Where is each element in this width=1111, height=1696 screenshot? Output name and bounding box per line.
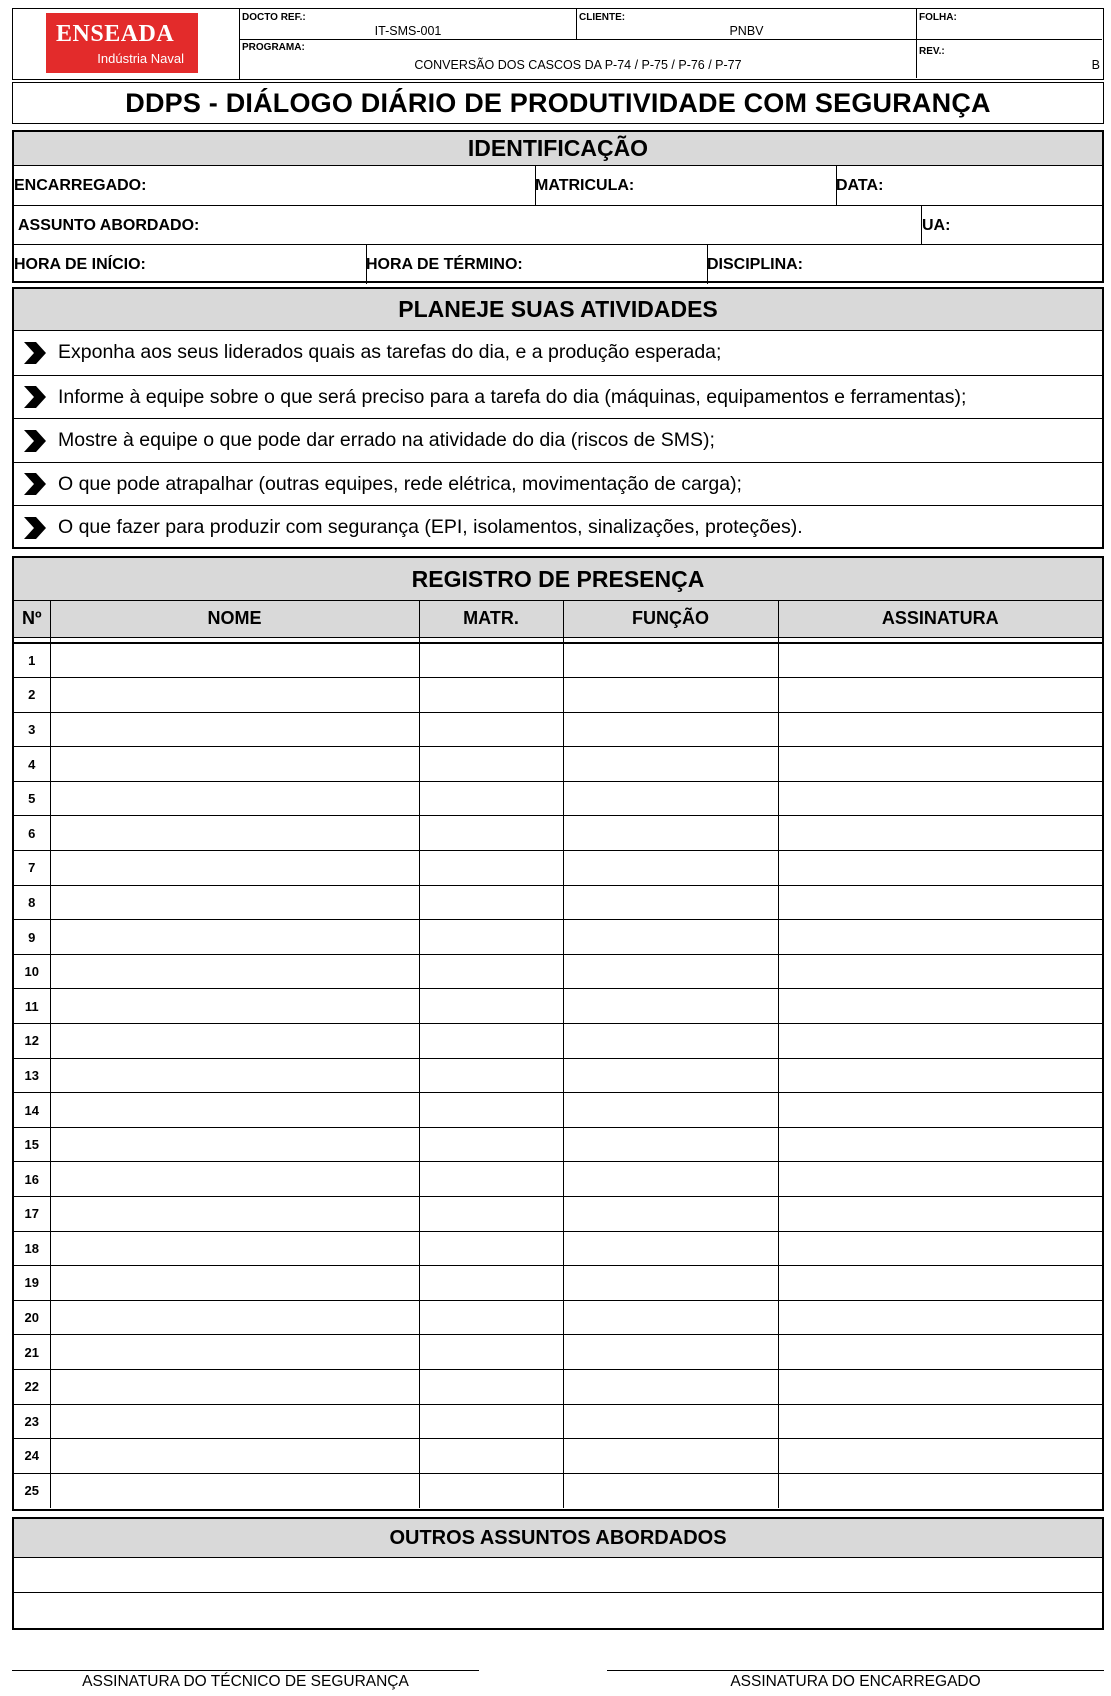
funcao-cell[interactable] xyxy=(563,920,778,955)
assinatura-cell[interactable] xyxy=(778,1024,1102,1059)
table-header-row xyxy=(14,601,1102,637)
nome-cell[interactable] xyxy=(50,920,419,955)
funcao-cell[interactable] xyxy=(563,678,778,713)
assinatura-cell[interactable] xyxy=(778,1093,1102,1128)
docto-ref-value: IT-SMS-001 xyxy=(374,24,442,38)
table-row xyxy=(14,885,1102,920)
nome-cell[interactable] xyxy=(50,1093,419,1128)
row-number: 15 xyxy=(14,1127,50,1162)
data-field[interactable]: DATA: xyxy=(836,176,884,194)
nome-cell[interactable] xyxy=(50,1266,419,1301)
matr-cell[interactable] xyxy=(419,1473,563,1508)
matr-cell[interactable] xyxy=(419,1439,563,1474)
row-number: 13 xyxy=(14,1058,50,1093)
nome-cell[interactable] xyxy=(50,885,419,920)
funcao-cell[interactable] xyxy=(563,885,778,920)
row-number: 24 xyxy=(14,1439,50,1474)
funcao-cell[interactable] xyxy=(563,851,778,886)
row-number: 3 xyxy=(14,712,50,747)
planeje-item-text: Exponha aos seus liderados quais as tarefas do dia, e a produção esperada; xyxy=(58,341,722,364)
planeje-item-text: O que fazer para produzir com segurança (EPI, isolamentos, sinalizações, proteções). xyxy=(58,516,803,539)
funcao-cell[interactable] xyxy=(563,1439,778,1474)
nome-cell[interactable] xyxy=(50,643,419,678)
table-row xyxy=(14,1473,1102,1508)
matricula-field[interactable]: MATRICULA: xyxy=(533,166,837,205)
funcao-cell[interactable] xyxy=(563,1266,778,1301)
table-row xyxy=(14,1369,1102,1404)
nome-cell[interactable] xyxy=(50,989,419,1024)
row-number: 20 xyxy=(14,1300,50,1335)
planeje-item xyxy=(14,331,1102,375)
table-row xyxy=(14,1162,1102,1197)
docto-ref-label: DOCTO REF.: xyxy=(242,12,306,23)
matr-cell[interactable] xyxy=(419,781,563,816)
table-row xyxy=(14,747,1102,782)
row-number: 4 xyxy=(14,747,50,782)
assinatura-cell[interactable] xyxy=(778,643,1102,678)
nome-cell[interactable] xyxy=(50,1404,419,1439)
arrow-icon xyxy=(24,473,46,495)
nome-cell[interactable] xyxy=(50,1231,419,1266)
table-row xyxy=(14,643,1102,678)
row-number: 7 xyxy=(14,851,50,886)
col-header-funcao: FUNÇÃO xyxy=(563,601,778,637)
funcao-cell[interactable] xyxy=(563,1197,778,1232)
arrow-icon xyxy=(24,342,46,364)
assinatura-cell[interactable] xyxy=(778,1404,1102,1439)
funcao-cell[interactable] xyxy=(563,1058,778,1093)
nome-cell[interactable] xyxy=(50,1300,419,1335)
matr-cell[interactable] xyxy=(419,1127,563,1162)
funcao-cell[interactable] xyxy=(563,1473,778,1508)
nome-cell[interactable] xyxy=(50,1162,419,1197)
outros-line[interactable] xyxy=(14,1594,1102,1628)
registro-heading: REGISTRO DE PRESENÇA xyxy=(14,558,1102,601)
funcao-cell[interactable] xyxy=(563,1404,778,1439)
table-row xyxy=(14,1197,1102,1232)
assinatura-cell[interactable] xyxy=(778,1197,1102,1232)
table-row xyxy=(14,920,1102,955)
row-number: 21 xyxy=(14,1335,50,1370)
assinatura-cell[interactable] xyxy=(778,954,1102,989)
outros-line[interactable] xyxy=(14,1558,1102,1593)
col-header-matr: MATR. xyxy=(419,601,563,637)
table-row xyxy=(14,1093,1102,1128)
funcao-cell[interactable] xyxy=(563,712,778,747)
row-number: 16 xyxy=(14,1162,50,1197)
matr-cell[interactable] xyxy=(419,1197,563,1232)
document-title: DDPS - DIÁLOGO DIÁRIO DE PRODUTIVIDADE COM SEGURANÇA xyxy=(12,82,1104,124)
signature-tecnico[interactable]: ASSINATURA DO TÉCNICO DE SEGURANÇA xyxy=(12,1670,479,1691)
nome-cell[interactable] xyxy=(50,678,419,713)
arrow-icon xyxy=(24,430,46,452)
table-row xyxy=(14,1335,1102,1370)
planeje-item-text: Mostre à equipe o que pode dar errado na atividade do dia (riscos de SMS); xyxy=(58,429,715,452)
docto-ref-cell xyxy=(240,9,577,40)
nome-cell[interactable] xyxy=(50,781,419,816)
logo-brand: ENSEADA xyxy=(56,21,175,47)
nome-cell[interactable] xyxy=(50,851,419,886)
col-header-num: Nº xyxy=(14,601,50,637)
assinatura-cell[interactable] xyxy=(778,781,1102,816)
assinatura-cell[interactable] xyxy=(778,1058,1102,1093)
matr-cell[interactable] xyxy=(419,1024,563,1059)
row-number: 14 xyxy=(14,1093,50,1128)
assinatura-cell[interactable] xyxy=(778,1369,1102,1404)
planeje-item-text: Informe à equipe sobre o que será preciso para a tarefa do dia (máquinas, equipamentos e ferramentas); xyxy=(58,385,967,408)
row-number: 19 xyxy=(14,1266,50,1301)
row-number: 25 xyxy=(14,1473,50,1508)
row-number: 9 xyxy=(14,920,50,955)
nome-cell[interactable] xyxy=(50,1335,419,1370)
funcao-cell[interactable] xyxy=(563,816,778,851)
folha-cell xyxy=(917,9,1102,40)
attendance-table-wrap xyxy=(14,601,1102,1508)
cliente-cell xyxy=(577,9,917,40)
assinatura-cell[interactable] xyxy=(778,816,1102,851)
assinatura-cell[interactable] xyxy=(778,1231,1102,1266)
funcao-cell[interactable] xyxy=(563,1335,778,1370)
planeje-item xyxy=(14,375,1102,420)
document-header xyxy=(12,8,1104,80)
assinatura-cell[interactable] xyxy=(778,1127,1102,1162)
assinatura-cell[interactable] xyxy=(778,747,1102,782)
matr-cell[interactable] xyxy=(419,851,563,886)
funcao-cell[interactable] xyxy=(563,989,778,1024)
table-row xyxy=(14,678,1102,713)
table-row xyxy=(14,816,1102,851)
matr-cell[interactable] xyxy=(419,1404,563,1439)
assinatura-cell[interactable] xyxy=(778,1300,1102,1335)
nome-cell[interactable] xyxy=(50,1369,419,1404)
attendance-table xyxy=(14,601,1102,1508)
nome-cell[interactable] xyxy=(50,1127,419,1162)
nome-cell[interactable] xyxy=(50,1439,419,1474)
outros-section xyxy=(12,1517,1104,1630)
funcao-cell[interactable] xyxy=(563,1300,778,1335)
matr-cell[interactable] xyxy=(419,1300,563,1335)
assinatura-cell[interactable] xyxy=(778,1473,1102,1508)
table-row xyxy=(14,1127,1102,1162)
matr-cell[interactable] xyxy=(419,954,563,989)
nome-cell[interactable] xyxy=(50,1197,419,1232)
funcao-cell[interactable] xyxy=(563,781,778,816)
table-row xyxy=(14,1404,1102,1439)
rev-value: B xyxy=(1091,58,1100,72)
matr-cell[interactable] xyxy=(419,1093,563,1128)
table-row xyxy=(14,954,1102,989)
assinatura-cell[interactable] xyxy=(778,712,1102,747)
arrow-icon xyxy=(24,386,46,408)
matr-cell[interactable] xyxy=(419,885,563,920)
ident-row-3 xyxy=(14,244,1102,284)
table-row xyxy=(14,781,1102,816)
matr-cell[interactable] xyxy=(419,747,563,782)
assinatura-cell[interactable] xyxy=(778,920,1102,955)
folha-label: FOLHA: xyxy=(919,12,957,23)
row-number: 6 xyxy=(14,816,50,851)
row-number: 12 xyxy=(14,1024,50,1059)
signature-encarregado[interactable]: ASSINATURA DO ENCARREGADO xyxy=(607,1670,1104,1691)
ua-field[interactable]: UA: xyxy=(922,216,951,234)
funcao-cell[interactable] xyxy=(563,643,778,678)
row-number: 1 xyxy=(14,643,50,678)
matr-cell[interactable] xyxy=(419,816,563,851)
identificacao-heading: IDENTIFICAÇÃO xyxy=(14,132,1102,166)
matr-cell[interactable] xyxy=(419,678,563,713)
funcao-cell[interactable] xyxy=(563,1093,778,1128)
logo-subtitle: Indústria Naval xyxy=(97,51,184,66)
funcao-cell[interactable] xyxy=(563,1127,778,1162)
assinatura-cell[interactable] xyxy=(778,1439,1102,1474)
assinatura-cell[interactable] xyxy=(778,851,1102,886)
ident-row-2 xyxy=(14,205,1102,245)
arrow-icon xyxy=(24,517,46,539)
assinatura-cell[interactable] xyxy=(778,678,1102,713)
row-number: 23 xyxy=(14,1404,50,1439)
logo-area xyxy=(13,9,240,79)
hora-inicio-field[interactable]: HORA DE INÍCIO: xyxy=(12,245,367,284)
matr-cell[interactable] xyxy=(419,1058,563,1093)
table-row xyxy=(14,1300,1102,1335)
table-row xyxy=(14,851,1102,886)
table-row xyxy=(14,989,1102,1024)
identificacao-section xyxy=(12,130,1104,283)
rev-cell xyxy=(917,40,1102,78)
table-row xyxy=(14,1058,1102,1093)
row-number: 10 xyxy=(14,954,50,989)
cliente-value: PNBV xyxy=(729,24,764,38)
matr-cell[interactable] xyxy=(419,1369,563,1404)
nome-cell[interactable] xyxy=(50,1024,419,1059)
planeje-item xyxy=(14,505,1102,550)
nome-cell[interactable] xyxy=(50,954,419,989)
planeje-item xyxy=(14,462,1102,507)
assinatura-cell[interactable] xyxy=(778,989,1102,1024)
hora-termino-field[interactable]: HORA DE TÉRMINO: xyxy=(364,245,708,284)
assunto-field[interactable]: ASSUNTO ABORDADO: xyxy=(16,206,922,245)
col-header-assinatura: ASSINATURA xyxy=(778,601,1102,637)
planeje-item xyxy=(14,418,1102,463)
programa-label: PROGRAMA: xyxy=(242,42,305,53)
table-row xyxy=(14,1266,1102,1301)
enseada-logo xyxy=(46,13,198,73)
table-row xyxy=(14,712,1102,747)
nome-cell[interactable] xyxy=(50,712,419,747)
table-row xyxy=(14,1231,1102,1266)
row-number: 11 xyxy=(14,989,50,1024)
row-number: 18 xyxy=(14,1231,50,1266)
funcao-cell[interactable] xyxy=(563,1231,778,1266)
matr-cell[interactable] xyxy=(419,1162,563,1197)
col-header-nome: NOME xyxy=(50,601,419,637)
registro-section xyxy=(12,556,1104,1511)
funcao-cell[interactable] xyxy=(563,954,778,989)
ident-row-1 xyxy=(14,166,1102,205)
encarregado-field[interactable]: ENCARREGADO: xyxy=(12,166,536,205)
row-number: 17 xyxy=(14,1197,50,1232)
programa-value: CONVERSÃO DOS CASCOS DA P-74 / P-75 / P-76 / P-77 xyxy=(414,58,742,72)
funcao-cell[interactable] xyxy=(563,1369,778,1404)
table-row xyxy=(14,1024,1102,1059)
table-row xyxy=(14,1439,1102,1474)
matr-cell[interactable] xyxy=(419,1231,563,1266)
nome-cell[interactable] xyxy=(50,816,419,851)
nome-cell[interactable] xyxy=(50,1058,419,1093)
assinatura-cell[interactable] xyxy=(778,1266,1102,1301)
rev-label: REV.: xyxy=(919,46,945,57)
matr-cell[interactable] xyxy=(419,1266,563,1301)
planeje-section xyxy=(12,287,1104,549)
planeje-item-text: O que pode atrapalhar (outras equipes, rede elétrica, movimentação de carga); xyxy=(58,472,742,495)
outros-heading: OUTROS ASSUNTOS ABORDADOS xyxy=(14,1519,1102,1558)
assinatura-cell[interactable] xyxy=(778,1162,1102,1197)
nome-cell[interactable] xyxy=(50,1473,419,1508)
row-number: 22 xyxy=(14,1369,50,1404)
funcao-cell[interactable] xyxy=(563,747,778,782)
disciplina-field[interactable]: DISCIPLINA: xyxy=(707,255,803,273)
planeje-heading: PLANEJE SUAS ATIVIDADES xyxy=(14,289,1102,331)
matr-cell[interactable] xyxy=(419,643,563,678)
row-number: 5 xyxy=(14,781,50,816)
matr-cell[interactable] xyxy=(419,1335,563,1370)
cliente-label: CLIENTE: xyxy=(579,12,626,23)
matr-cell[interactable] xyxy=(419,712,563,747)
matr-cell[interactable] xyxy=(419,920,563,955)
nome-cell[interactable] xyxy=(50,747,419,782)
assinatura-cell[interactable] xyxy=(778,1335,1102,1370)
row-number: 8 xyxy=(14,885,50,920)
funcao-cell[interactable] xyxy=(563,1162,778,1197)
matr-cell[interactable] xyxy=(419,989,563,1024)
row-number: 2 xyxy=(14,678,50,713)
funcao-cell[interactable] xyxy=(563,1024,778,1059)
assinatura-cell[interactable] xyxy=(778,885,1102,920)
programa-cell xyxy=(240,40,917,78)
